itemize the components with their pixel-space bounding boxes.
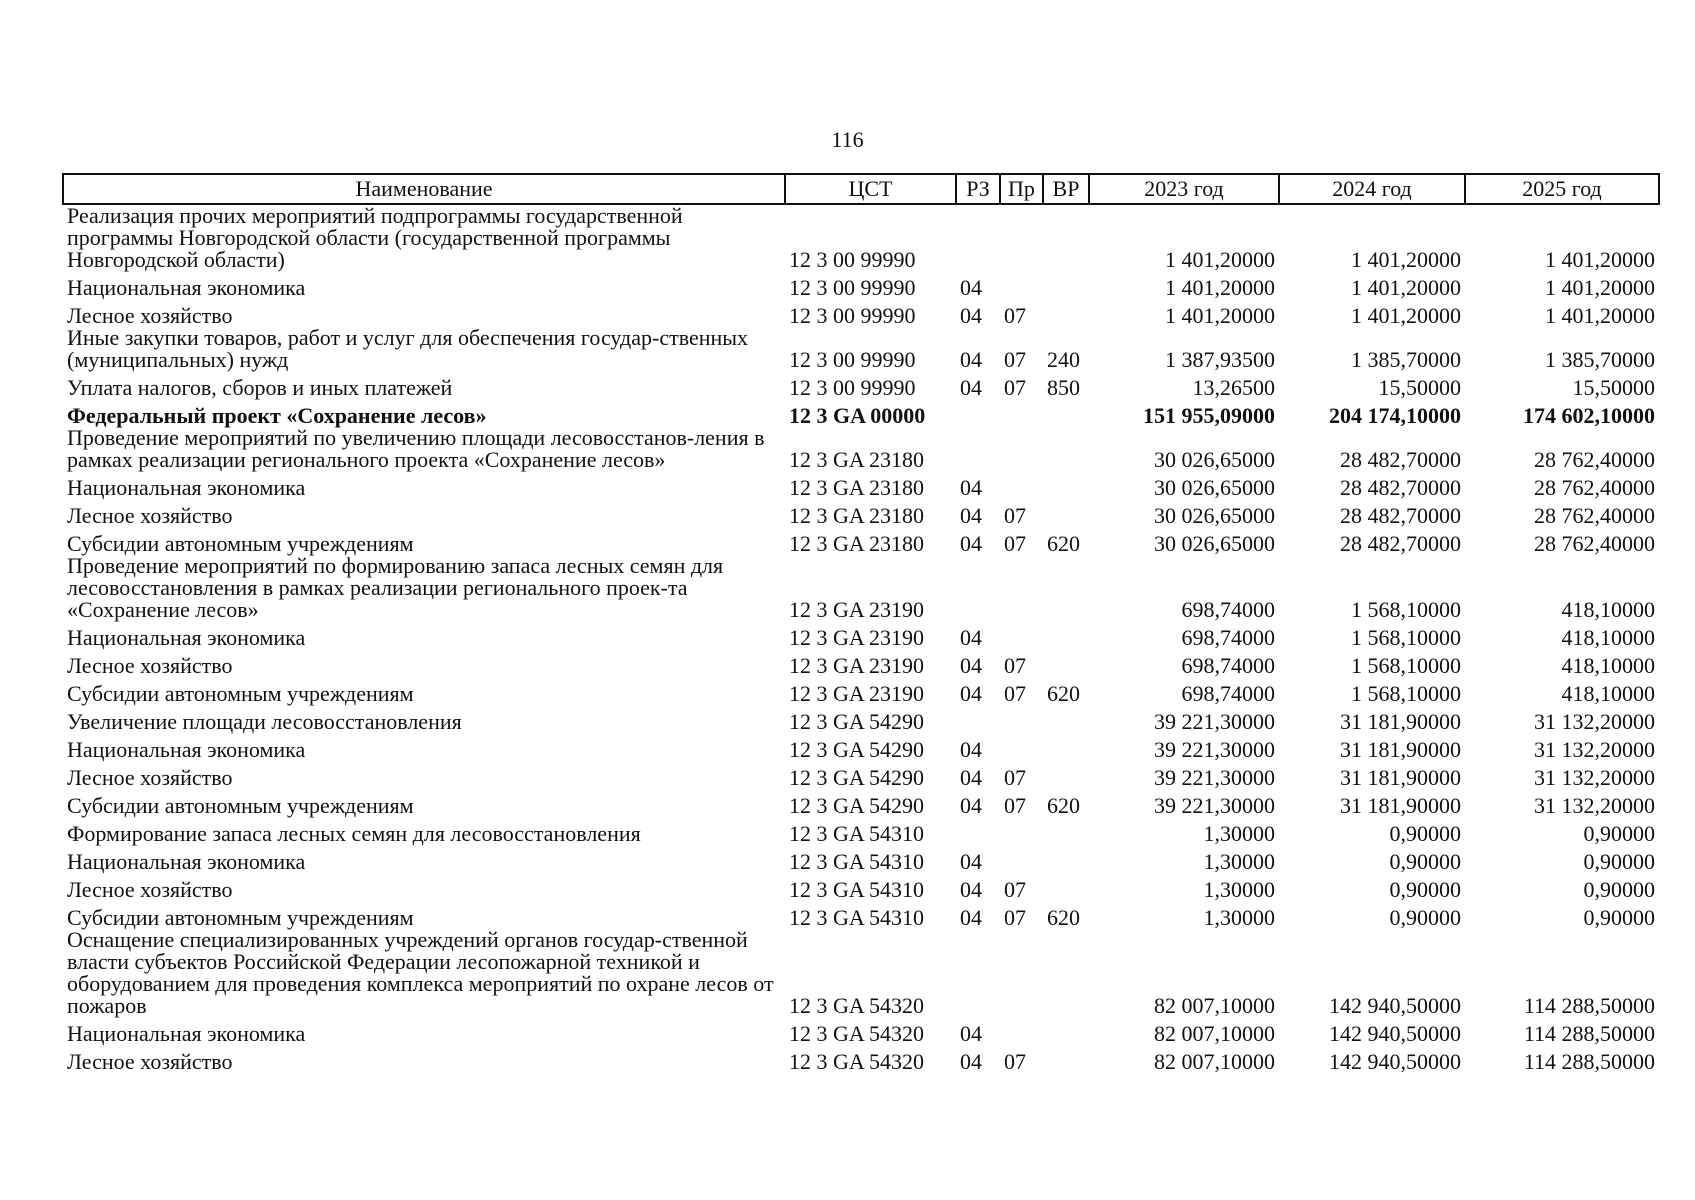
row-vr-code xyxy=(1043,929,1089,1017)
row-amount-2023: 39 221,30000 xyxy=(1154,737,1275,762)
row-vr-code xyxy=(1043,299,1089,327)
table-row xyxy=(63,873,1659,901)
row-rz-code: 04 xyxy=(960,475,982,500)
row-vr-code xyxy=(1043,761,1089,789)
row-cst-code: 12 3 GA 23190 xyxy=(789,681,925,706)
row-rz-code: 04 xyxy=(960,849,982,874)
table-row xyxy=(63,399,1659,427)
row-cst-code: 12 3 00 99990 xyxy=(789,247,916,272)
row-amount-2024: 1 401,20000 xyxy=(1351,275,1461,300)
row-amount-2024: 1 568,10000 xyxy=(1351,653,1461,678)
row-amount-2025: 31 132,20000 xyxy=(1534,737,1655,762)
row-amount-2023: 39 221,30000 xyxy=(1154,793,1275,818)
row-cst-code: 12 3 GA 54320 xyxy=(789,993,925,1018)
row-rz-code: 04 xyxy=(960,653,982,678)
row-amount-2025: 114 288,50000 xyxy=(1523,1049,1655,1074)
row-name: Проведение мероприятий по увеличению площади лесовосстанов-ления в рамках реализации регионального проекта «Сохранение лесов» xyxy=(67,425,765,472)
row-vr-code: 620 xyxy=(1047,531,1080,556)
row-rz-code xyxy=(956,929,1000,1017)
row-rz-code: 04 xyxy=(960,375,982,400)
row-amount-2025: 1 401,20000 xyxy=(1545,275,1655,300)
row-amount-2025: 28 762,40000 xyxy=(1534,475,1655,500)
row-name: Национальная экономика xyxy=(67,737,306,762)
row-amount-2023: 30 026,65000 xyxy=(1154,531,1275,556)
row-cst-code: 12 3 GA 54320 xyxy=(789,1021,925,1046)
row-cst-code: 12 3 GA 54290 xyxy=(789,793,925,818)
row-cst-code: 12 3 00 99990 xyxy=(789,275,916,300)
row-cst-code: 12 3 00 99990 xyxy=(789,375,916,400)
row-name: Проведение мероприятий по формированию запаса лесных семян для лесовосстановления в рамках реализации регионального проек-та «Сохранение лесов» xyxy=(67,553,724,622)
column-header-vr: ВР xyxy=(1043,174,1089,204)
row-pr-code xyxy=(1000,471,1043,499)
row-amount-2024: 31 181,90000 xyxy=(1340,709,1461,734)
table-row xyxy=(63,621,1659,649)
row-name: Федеральный проект «Сохранение лесов» xyxy=(67,403,487,428)
row-amount-2023: 1 387,93500 xyxy=(1165,347,1275,372)
row-amount-2023: 698,74000 xyxy=(1181,625,1275,650)
row-amount-2023: 151 955,09000 xyxy=(1143,403,1275,428)
row-amount-2025: 418,10000 xyxy=(1561,681,1655,706)
row-amount-2024: 15,50000 xyxy=(1378,375,1461,400)
row-amount-2023: 1 401,20000 xyxy=(1165,303,1275,328)
table-row xyxy=(63,499,1659,527)
table-row xyxy=(63,327,1659,371)
row-amount-2024: 31 181,90000 xyxy=(1340,737,1461,762)
row-amount-2023: 39 221,30000 xyxy=(1154,765,1275,790)
row-rz-code: 04 xyxy=(960,793,982,818)
table-row xyxy=(63,733,1659,761)
row-rz-code xyxy=(956,705,1000,733)
row-amount-2025: 0,90000 xyxy=(1583,849,1655,874)
row-vr-code xyxy=(1043,649,1089,677)
row-pr-code: 07 xyxy=(1004,531,1026,556)
row-amount-2025: 1 385,70000 xyxy=(1545,347,1655,372)
table-row xyxy=(63,929,1659,1017)
row-amount-2025: 31 132,20000 xyxy=(1534,765,1655,790)
row-vr-code xyxy=(1043,1045,1089,1073)
row-vr-code xyxy=(1043,427,1089,471)
row-amount-2024: 1 385,70000 xyxy=(1351,347,1461,372)
row-name: Лесное хозяйство xyxy=(67,765,233,790)
table-row xyxy=(63,789,1659,817)
row-name: Лесное хозяйство xyxy=(67,303,233,328)
table-row xyxy=(63,299,1659,327)
row-amount-2025: 0,90000 xyxy=(1583,877,1655,902)
row-amount-2024: 1 401,20000 xyxy=(1351,303,1461,328)
row-amount-2024: 0,90000 xyxy=(1389,849,1461,874)
row-pr-code xyxy=(1000,399,1043,427)
row-amount-2023: 1,30000 xyxy=(1203,821,1275,846)
row-rz-code xyxy=(956,555,1000,621)
row-amount-2024: 142 940,50000 xyxy=(1329,993,1461,1018)
row-name: Лесное хозяйство xyxy=(67,1049,233,1074)
row-rz-code xyxy=(956,204,1000,271)
row-amount-2024: 1 568,10000 xyxy=(1351,625,1461,650)
row-name: Субсидии автономным учреждениям xyxy=(67,905,414,930)
table-row xyxy=(63,427,1659,471)
row-pr-code xyxy=(1000,929,1043,1017)
row-name: Реализация прочих мероприятий подпрограммы государственной программы Новгородской области (государственной программы Новгородской области) xyxy=(67,203,683,272)
row-amount-2024: 28 482,70000 xyxy=(1340,447,1461,472)
row-amount-2025: 174 602,10000 xyxy=(1523,403,1655,428)
table-row xyxy=(63,705,1659,733)
table-row xyxy=(63,1045,1659,1073)
table-row xyxy=(63,527,1659,555)
column-header-cst: ЦСТ xyxy=(785,174,956,204)
row-pr-code: 07 xyxy=(1004,681,1026,706)
row-pr-code: 07 xyxy=(1004,375,1026,400)
row-amount-2025: 1 401,20000 xyxy=(1545,247,1655,272)
row-name: Оснащение специализированных учреждений органов государ-ственной власти субъектов Российской Федерации лесопожарной техникой и оборудованием для проведения комплекса мероприятий по охране лесов от пожаров xyxy=(67,927,774,1018)
row-cst-code: 12 3 GA 00000 xyxy=(789,403,926,428)
row-pr-code xyxy=(1000,555,1043,621)
row-pr-code: 07 xyxy=(1004,765,1026,790)
row-vr-code xyxy=(1043,733,1089,761)
row-cst-code: 12 3 GA 23180 xyxy=(789,447,925,472)
row-amount-2024: 204 174,10000 xyxy=(1329,403,1461,428)
row-amount-2024: 1 401,20000 xyxy=(1351,247,1461,272)
row-amount-2024: 0,90000 xyxy=(1389,821,1461,846)
row-amount-2024: 31 181,90000 xyxy=(1340,765,1461,790)
row-amount-2023: 1,30000 xyxy=(1203,905,1275,930)
row-name: Национальная экономика xyxy=(67,849,306,874)
row-vr-code xyxy=(1043,499,1089,527)
table-row xyxy=(63,761,1659,789)
row-vr-code xyxy=(1043,399,1089,427)
row-amount-2024: 1 568,10000 xyxy=(1351,597,1461,622)
row-name: Иные закупки товаров, работ и услуг для обеспечения государ-ственных (муниципальных) нужд xyxy=(67,325,749,372)
row-pr-code: 07 xyxy=(1004,1049,1026,1074)
row-amount-2025: 418,10000 xyxy=(1561,625,1655,650)
table-row xyxy=(63,817,1659,845)
row-rz-code: 04 xyxy=(960,347,982,372)
row-rz-code: 04 xyxy=(960,737,982,762)
row-vr-code: 620 xyxy=(1047,793,1080,818)
row-pr-code: 07 xyxy=(1004,905,1026,930)
row-amount-2023: 1,30000 xyxy=(1203,877,1275,902)
row-name: Уплата налогов, сборов и иных платежей xyxy=(67,375,453,400)
row-pr-code: 07 xyxy=(1004,347,1026,372)
row-cst-code: 12 3 GA 54310 xyxy=(789,821,925,846)
row-amount-2023: 698,74000 xyxy=(1181,597,1275,622)
row-rz-code: 04 xyxy=(960,1021,982,1046)
row-cst-code: 12 3 GA 54310 xyxy=(789,877,925,902)
row-amount-2023: 698,74000 xyxy=(1181,653,1275,678)
row-amount-2023: 30 026,65000 xyxy=(1154,475,1275,500)
row-pr-code xyxy=(1000,845,1043,873)
header-row xyxy=(63,174,1659,204)
row-amount-2025: 0,90000 xyxy=(1583,821,1655,846)
row-cst-code: 12 3 00 99990 xyxy=(789,303,916,328)
row-cst-code: 12 3 GA 54290 xyxy=(789,709,925,734)
row-amount-2025: 31 132,20000 xyxy=(1534,793,1655,818)
row-amount-2024: 28 482,70000 xyxy=(1340,475,1461,500)
table-row xyxy=(63,555,1659,621)
row-name: Субсидии автономным учреждениям xyxy=(67,681,414,706)
table-row xyxy=(63,901,1659,929)
table-row xyxy=(63,649,1659,677)
row-rz-code xyxy=(956,817,1000,845)
row-rz-code: 04 xyxy=(960,531,982,556)
row-cst-code: 12 3 GA 54310 xyxy=(789,905,925,930)
row-name: Лесное хозяйство xyxy=(67,877,233,902)
row-pr-code xyxy=(1000,271,1043,299)
row-amount-2023: 82 007,10000 xyxy=(1154,993,1275,1018)
row-cst-code: 12 3 GA 54290 xyxy=(789,737,925,762)
row-cst-code: 12 3 GA 54320 xyxy=(789,1049,925,1074)
row-pr-code: 07 xyxy=(1004,653,1026,678)
row-pr-code xyxy=(1000,705,1043,733)
row-vr-code xyxy=(1043,621,1089,649)
row-amount-2023: 1 401,20000 xyxy=(1165,247,1275,272)
row-vr-code xyxy=(1043,705,1089,733)
row-rz-code: 04 xyxy=(960,303,982,328)
row-amount-2023: 30 026,65000 xyxy=(1154,447,1275,472)
column-header-name: Наименование xyxy=(63,174,785,204)
row-amount-2025: 114 288,50000 xyxy=(1523,1021,1655,1046)
table-row xyxy=(63,371,1659,399)
row-cst-code: 12 3 GA 23180 xyxy=(789,503,925,528)
row-amount-2024: 1 568,10000 xyxy=(1351,681,1461,706)
row-amount-2025: 0,90000 xyxy=(1583,905,1655,930)
table-body xyxy=(63,204,1659,1073)
row-name: Увеличение площади лесовосстановления xyxy=(67,709,462,734)
row-vr-code xyxy=(1043,555,1089,621)
row-pr-code: 07 xyxy=(1004,793,1026,818)
row-amount-2025: 114 288,50000 xyxy=(1523,993,1655,1018)
row-pr-code xyxy=(1000,621,1043,649)
row-name: Лесное хозяйство xyxy=(67,653,233,678)
page-number: 116 xyxy=(831,127,864,152)
row-amount-2024: 0,90000 xyxy=(1389,877,1461,902)
row-rz-code: 04 xyxy=(960,681,982,706)
row-amount-2025: 31 132,20000 xyxy=(1534,709,1655,734)
row-cst-code: 12 3 GA 54310 xyxy=(789,849,925,874)
row-amount-2024: 0,90000 xyxy=(1389,905,1461,930)
row-rz-code: 04 xyxy=(960,877,982,902)
row-rz-code: 04 xyxy=(960,503,982,528)
row-amount-2023: 30 026,65000 xyxy=(1154,503,1275,528)
row-name: Формирование запаса лесных семян для лесовосстановления xyxy=(67,821,641,846)
column-header-2024: 2024 год xyxy=(1279,174,1465,204)
row-amount-2023: 82 007,10000 xyxy=(1154,1049,1275,1074)
row-name: Национальная экономика xyxy=(67,1021,306,1046)
row-name: Национальная экономика xyxy=(67,475,306,500)
row-cst-code: 12 3 GA 54290 xyxy=(789,765,925,790)
row-amount-2025: 28 762,40000 xyxy=(1534,503,1655,528)
row-name: Национальная экономика xyxy=(67,625,306,650)
row-name: Национальная экономика xyxy=(67,275,306,300)
column-header-2023: 2023 год xyxy=(1089,174,1279,204)
row-amount-2025: 418,10000 xyxy=(1561,597,1655,622)
row-vr-code xyxy=(1043,471,1089,499)
row-pr-code xyxy=(1000,1017,1043,1045)
row-vr-code xyxy=(1043,204,1089,271)
row-amount-2023: 1 401,20000 xyxy=(1165,275,1275,300)
row-amount-2023: 39 221,30000 xyxy=(1154,709,1275,734)
row-vr-code: 620 xyxy=(1047,681,1080,706)
table-row xyxy=(63,471,1659,499)
row-name: Субсидии автономным учреждениям xyxy=(67,793,414,818)
budget-table xyxy=(62,173,1660,1073)
row-name: Лесное хозяйство xyxy=(67,503,233,528)
row-rz-code: 04 xyxy=(960,765,982,790)
row-name: Субсидии автономным учреждениям xyxy=(67,531,414,556)
table-row xyxy=(63,204,1659,271)
row-pr-code xyxy=(1000,817,1043,845)
row-vr-code xyxy=(1043,873,1089,901)
row-vr-code: 240 xyxy=(1047,347,1080,372)
row-vr-code: 620 xyxy=(1047,905,1080,930)
row-amount-2025: 15,50000 xyxy=(1572,375,1655,400)
row-amount-2024: 142 940,50000 xyxy=(1329,1049,1461,1074)
row-rz-code: 04 xyxy=(960,625,982,650)
table-row xyxy=(63,271,1659,299)
row-vr-code xyxy=(1043,1017,1089,1045)
row-cst-code: 12 3 GA 23180 xyxy=(789,531,925,556)
row-pr-code xyxy=(1000,204,1043,271)
row-cst-code: 12 3 GA 23180 xyxy=(789,475,925,500)
row-vr-code: 850 xyxy=(1047,375,1080,400)
row-amount-2023: 1,30000 xyxy=(1203,849,1275,874)
row-amount-2024: 28 482,70000 xyxy=(1340,503,1461,528)
row-pr-code: 07 xyxy=(1004,877,1026,902)
column-header-rz: РЗ xyxy=(956,174,1000,204)
row-amount-2025: 418,10000 xyxy=(1561,653,1655,678)
row-vr-code xyxy=(1043,817,1089,845)
row-rz-code xyxy=(956,399,1000,427)
table-row xyxy=(63,845,1659,873)
row-amount-2024: 142 940,50000 xyxy=(1329,1021,1461,1046)
row-rz-code: 04 xyxy=(960,275,982,300)
row-amount-2023: 13,26500 xyxy=(1192,375,1275,400)
row-amount-2025: 28 762,40000 xyxy=(1534,531,1655,556)
row-pr-code: 07 xyxy=(1004,303,1026,328)
row-amount-2023: 698,74000 xyxy=(1181,681,1275,706)
row-rz-code: 04 xyxy=(960,905,982,930)
row-cst-code: 12 3 00 99990 xyxy=(789,347,916,372)
row-amount-2023: 82 007,10000 xyxy=(1154,1021,1275,1046)
column-header-2025: 2025 год xyxy=(1465,174,1659,204)
row-cst-code: 12 3 GA 23190 xyxy=(789,653,925,678)
row-cst-code: 12 3 GA 23190 xyxy=(789,625,925,650)
row-pr-code xyxy=(1000,427,1043,471)
row-rz-code xyxy=(956,427,1000,471)
row-pr-code xyxy=(1000,733,1043,761)
column-header-pr: Пр xyxy=(1000,174,1043,204)
row-cst-code: 12 3 GA 23190 xyxy=(789,597,925,622)
row-amount-2024: 28 482,70000 xyxy=(1340,531,1461,556)
row-amount-2025: 28 762,40000 xyxy=(1534,447,1655,472)
row-vr-code xyxy=(1043,271,1089,299)
row-amount-2024: 31 181,90000 xyxy=(1340,793,1461,818)
table-row xyxy=(63,677,1659,705)
row-rz-code: 04 xyxy=(960,1049,982,1074)
table-row xyxy=(63,1017,1659,1045)
row-pr-code: 07 xyxy=(1004,503,1026,528)
table-header xyxy=(63,174,1659,204)
row-amount-2025: 1 401,20000 xyxy=(1545,303,1655,328)
row-vr-code xyxy=(1043,845,1089,873)
